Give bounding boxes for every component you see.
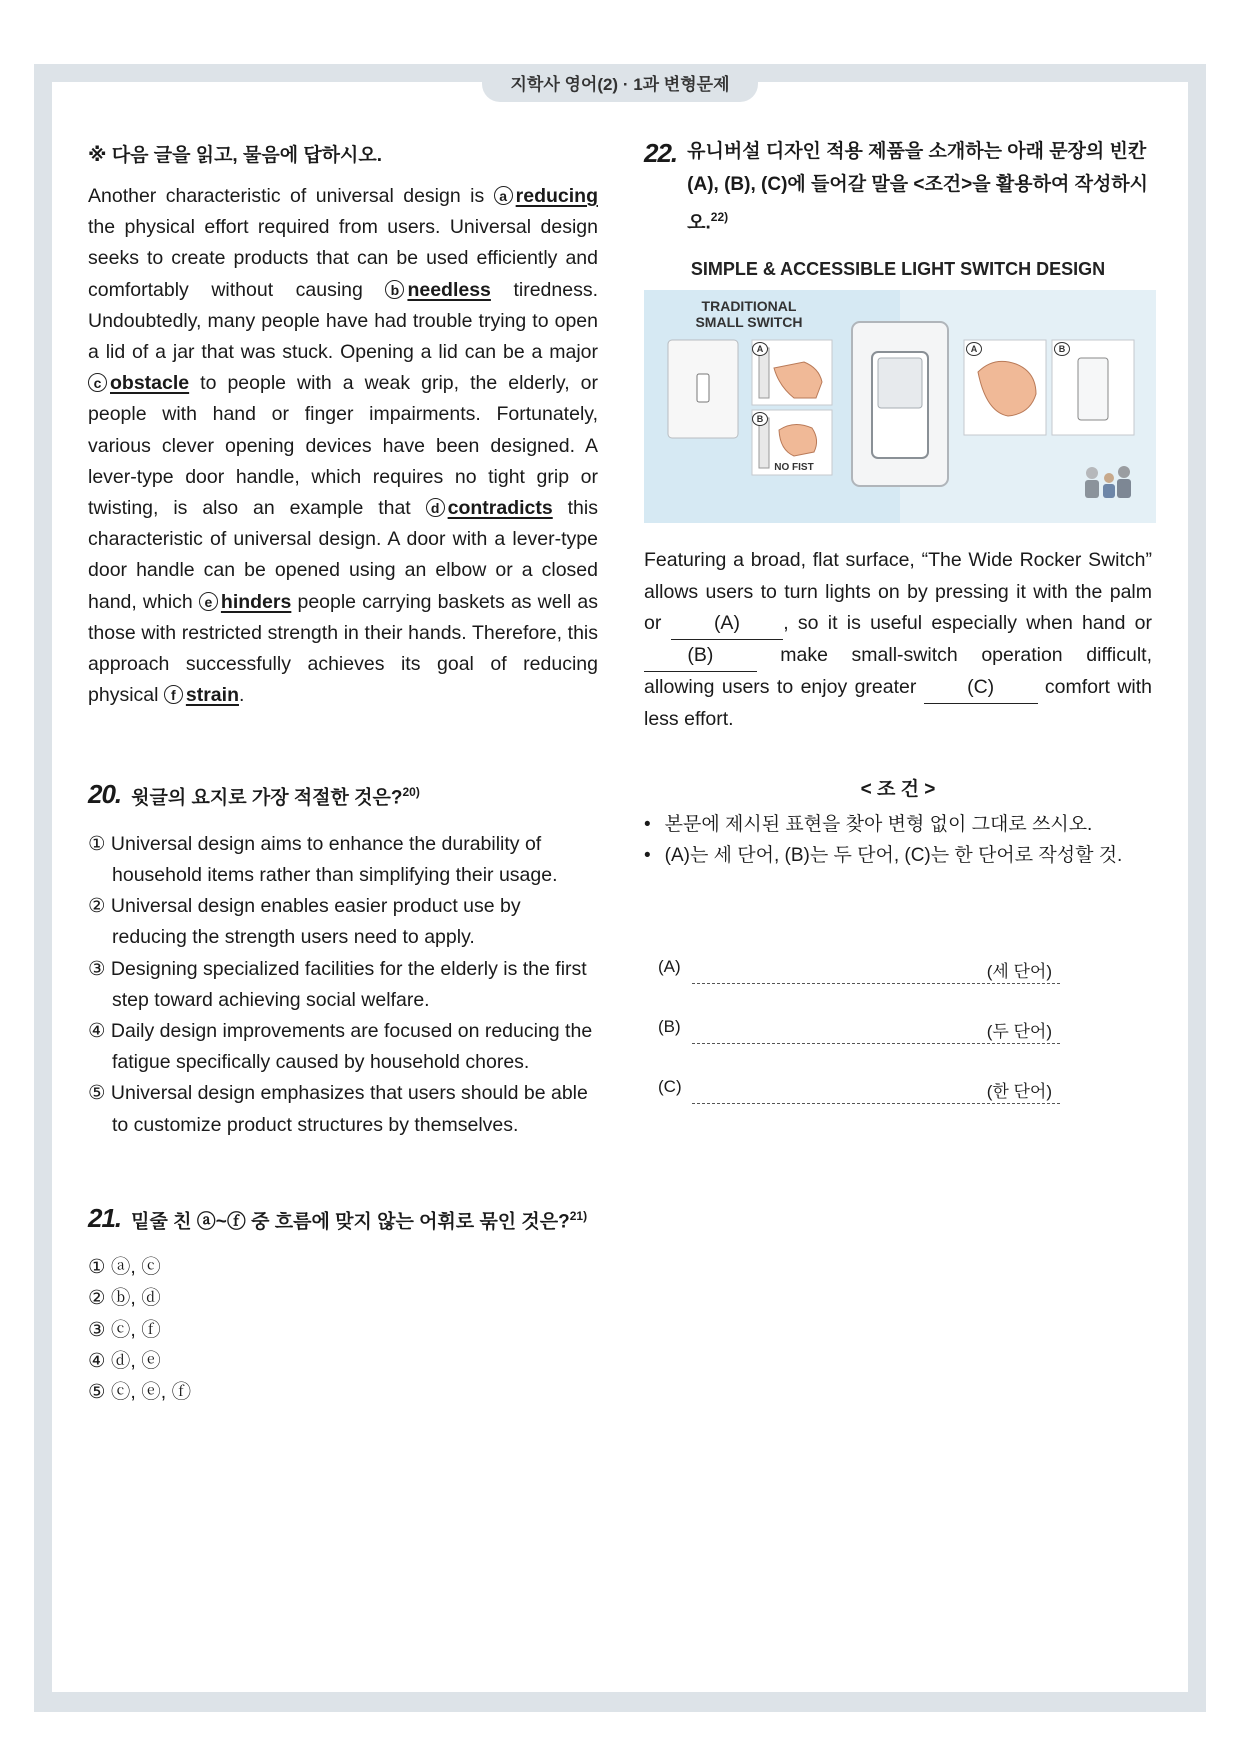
label-line: SMALL SWITCH [695,314,803,331]
underlined-word-b: needless [407,278,491,301]
answer-row-c[interactable] [644,1077,1152,1137]
marker-d: d [426,498,445,517]
answer-hint: (세 단어) [986,961,1052,981]
footnote-ref: 21) [569,1208,588,1223]
option-5[interactable]: ⑤ ⓒ, ⓔ, ⓕ [88,1380,192,1403]
answer-row-a[interactable] [644,957,1152,1017]
answer-hint: (두 단어) [986,1021,1052,1041]
option-4[interactable]: ④ ⓓ, ⓔ [88,1349,161,1372]
condition-item: • 본문에 제시된 표현을 찾아 변형 없이 그대로 쓰시오. [644,809,1152,840]
marker-a: a [494,186,513,205]
blank-a[interactable] [671,608,784,640]
blank-c[interactable] [924,672,1038,704]
instruction: ※ 다음 글을 읽고, 물음에 답하시오. [88,145,383,166]
right-column [644,140,1152,1137]
options-list [88,829,598,1141]
answer-row-b[interactable] [644,1017,1152,1077]
paragraph-text: comfort with less effort. [644,676,1153,731]
passage-text: this characteristic of universal design. A door with a lever-type door handle can be opened using an elbow or a closed hand, which [88,497,598,613]
passage-text: to people with a weak grip, the elderly, or people with hand or finger impairments. Fortunately, various clever opening devices have been designed. A lever-type door handle, which requires no tight grip or twisting, is also an example that [88,372,599,520]
blank-b-label: (B) [687,643,714,666]
paragraph-text: Featuring a broad, flat surface, “The Wide Rocker Switch” allows users to turn lights on by pressing it with the palm or [644,549,1152,634]
passage-text: people carrying baskets as well as those with restricted strength in their hands. Therefore, this approach successfully achieves its goal of reducing physical [88,590,598,707]
small-switch-toggle [697,374,709,402]
question-21 [88,1202,598,1408]
question-number: 22. [644,138,678,168]
tag-a-left: A [752,342,768,356]
question-text [131,1200,587,1238]
figure-title: SIMPLE & ACCESSIBLE LIGHT SWITCH DESIGN [690,259,1106,280]
answer-line[interactable] [692,1043,1060,1044]
question-21-head [88,1202,598,1238]
answer-label: (B) [658,1016,681,1036]
underlined-word-e: hinders [220,590,292,613]
option-1[interactable]: ① ⓐ, ⓒ [88,1256,161,1279]
option-1[interactable]: ① Universal design aims to enhance the durability of household items rather than simplifying their usage. [88,832,558,886]
marker-e: e [199,592,218,611]
option-5[interactable]: ⑤ Universal design emphasizes that users should be able to customize product structures by themselves. [88,1082,588,1136]
question-number: 20. [88,779,122,810]
underlined-word-c: obstacle [110,372,190,395]
question-stem: 윗글의 요지로 가장 적절한 것은? [131,787,403,809]
tag-a-right: A [966,342,982,356]
reading-passage [88,181,598,711]
conditions-list [644,809,1152,871]
answer-label: (A) [658,956,681,976]
passage-text: . [238,684,245,707]
blank-c-label: (C) [967,676,995,699]
answer-label: (C) [658,1076,682,1096]
question-stem: 밑줄 친 ⓐ~ⓕ 중 흐름에 맞지 않는 어휘로 묶인 것은? [131,1211,570,1233]
paragraph-text: make small-switch operation difficult, allowing users to enjoy greater [644,643,1152,699]
no-fist-label: NO FIST [774,462,814,474]
tag-b-left: B [752,412,768,426]
answer-line[interactable] [692,983,1060,984]
fill-in-paragraph [644,545,1152,735]
footnote-ref: 20) [402,785,420,800]
options-list [88,1252,598,1408]
label-line: TRADITIONAL [701,298,797,315]
question-20-head [88,781,598,814]
answer-area [644,957,1152,1137]
option-3[interactable]: ③ ⓒ, ⓕ [88,1318,161,1341]
question-text [131,776,420,814]
page-header: 지학사 영어(2) · 1과 변형문제 [482,68,758,102]
answer-line[interactable] [692,1103,1060,1104]
light-switch-figure [644,290,1156,523]
option-4[interactable]: ④ Daily design improvements are focused on reducing the fatigue specifically caused by household chores. [88,1020,593,1074]
passage-text: the physical effort required from users. Universal design seeks to create products that can be used efficiently and comfortably without causing [88,216,598,301]
blank-a-label: (A) [713,611,740,634]
switch-illustration [644,290,1156,523]
question-stem: 유니버설 디자인 적용 제품을 소개하는 아래 문장의 빈칸 (A), (B), (C)에 들어갈 말을 <조건>을 활용하여 작성하시오. [687,141,1149,234]
underlined-word-a: reducing [515,185,598,207]
option-3[interactable]: ③ Designing specialized facilities for the elderly is the first step toward achieving social welfare. [88,957,587,1011]
left-column [88,140,598,1408]
passage-text: tiredness. Undoubtedly, many people have had trouble trying to open a lid of a jar that was stuck. Opening a lid can be a major [88,278,598,364]
option-2[interactable]: ② Universal design enables easier product use by reducing the strength users need to apply. [88,895,521,949]
paragraph-text: , so it is useful especially when hand or [783,611,1153,634]
question-20 [88,781,598,1140]
answer-hint: (한 단어) [986,1081,1052,1101]
question-22-head [644,140,1152,239]
footnote-ref: 22) [710,210,729,224]
passage-text: Another characteristic of universal design is [88,185,485,207]
marker-b: b [385,280,404,299]
condition-item: • (A)는 세 단어, (B)는 두 단어, (C)는 한 단어로 작성할 것. [644,840,1152,871]
blank-b[interactable] [644,640,757,672]
conditions-title: < 조 건 > [860,778,936,800]
marker-f: f [164,685,183,704]
question-text [687,135,1152,239]
marker-c: c [88,373,107,392]
underlined-word-d: contradicts [447,497,553,520]
question-number: 21. [88,1202,122,1233]
tag-b-right: B [1054,342,1070,356]
underlined-word-f: strain [185,684,239,707]
option-2[interactable]: ② ⓑ, ⓓ [88,1287,161,1310]
